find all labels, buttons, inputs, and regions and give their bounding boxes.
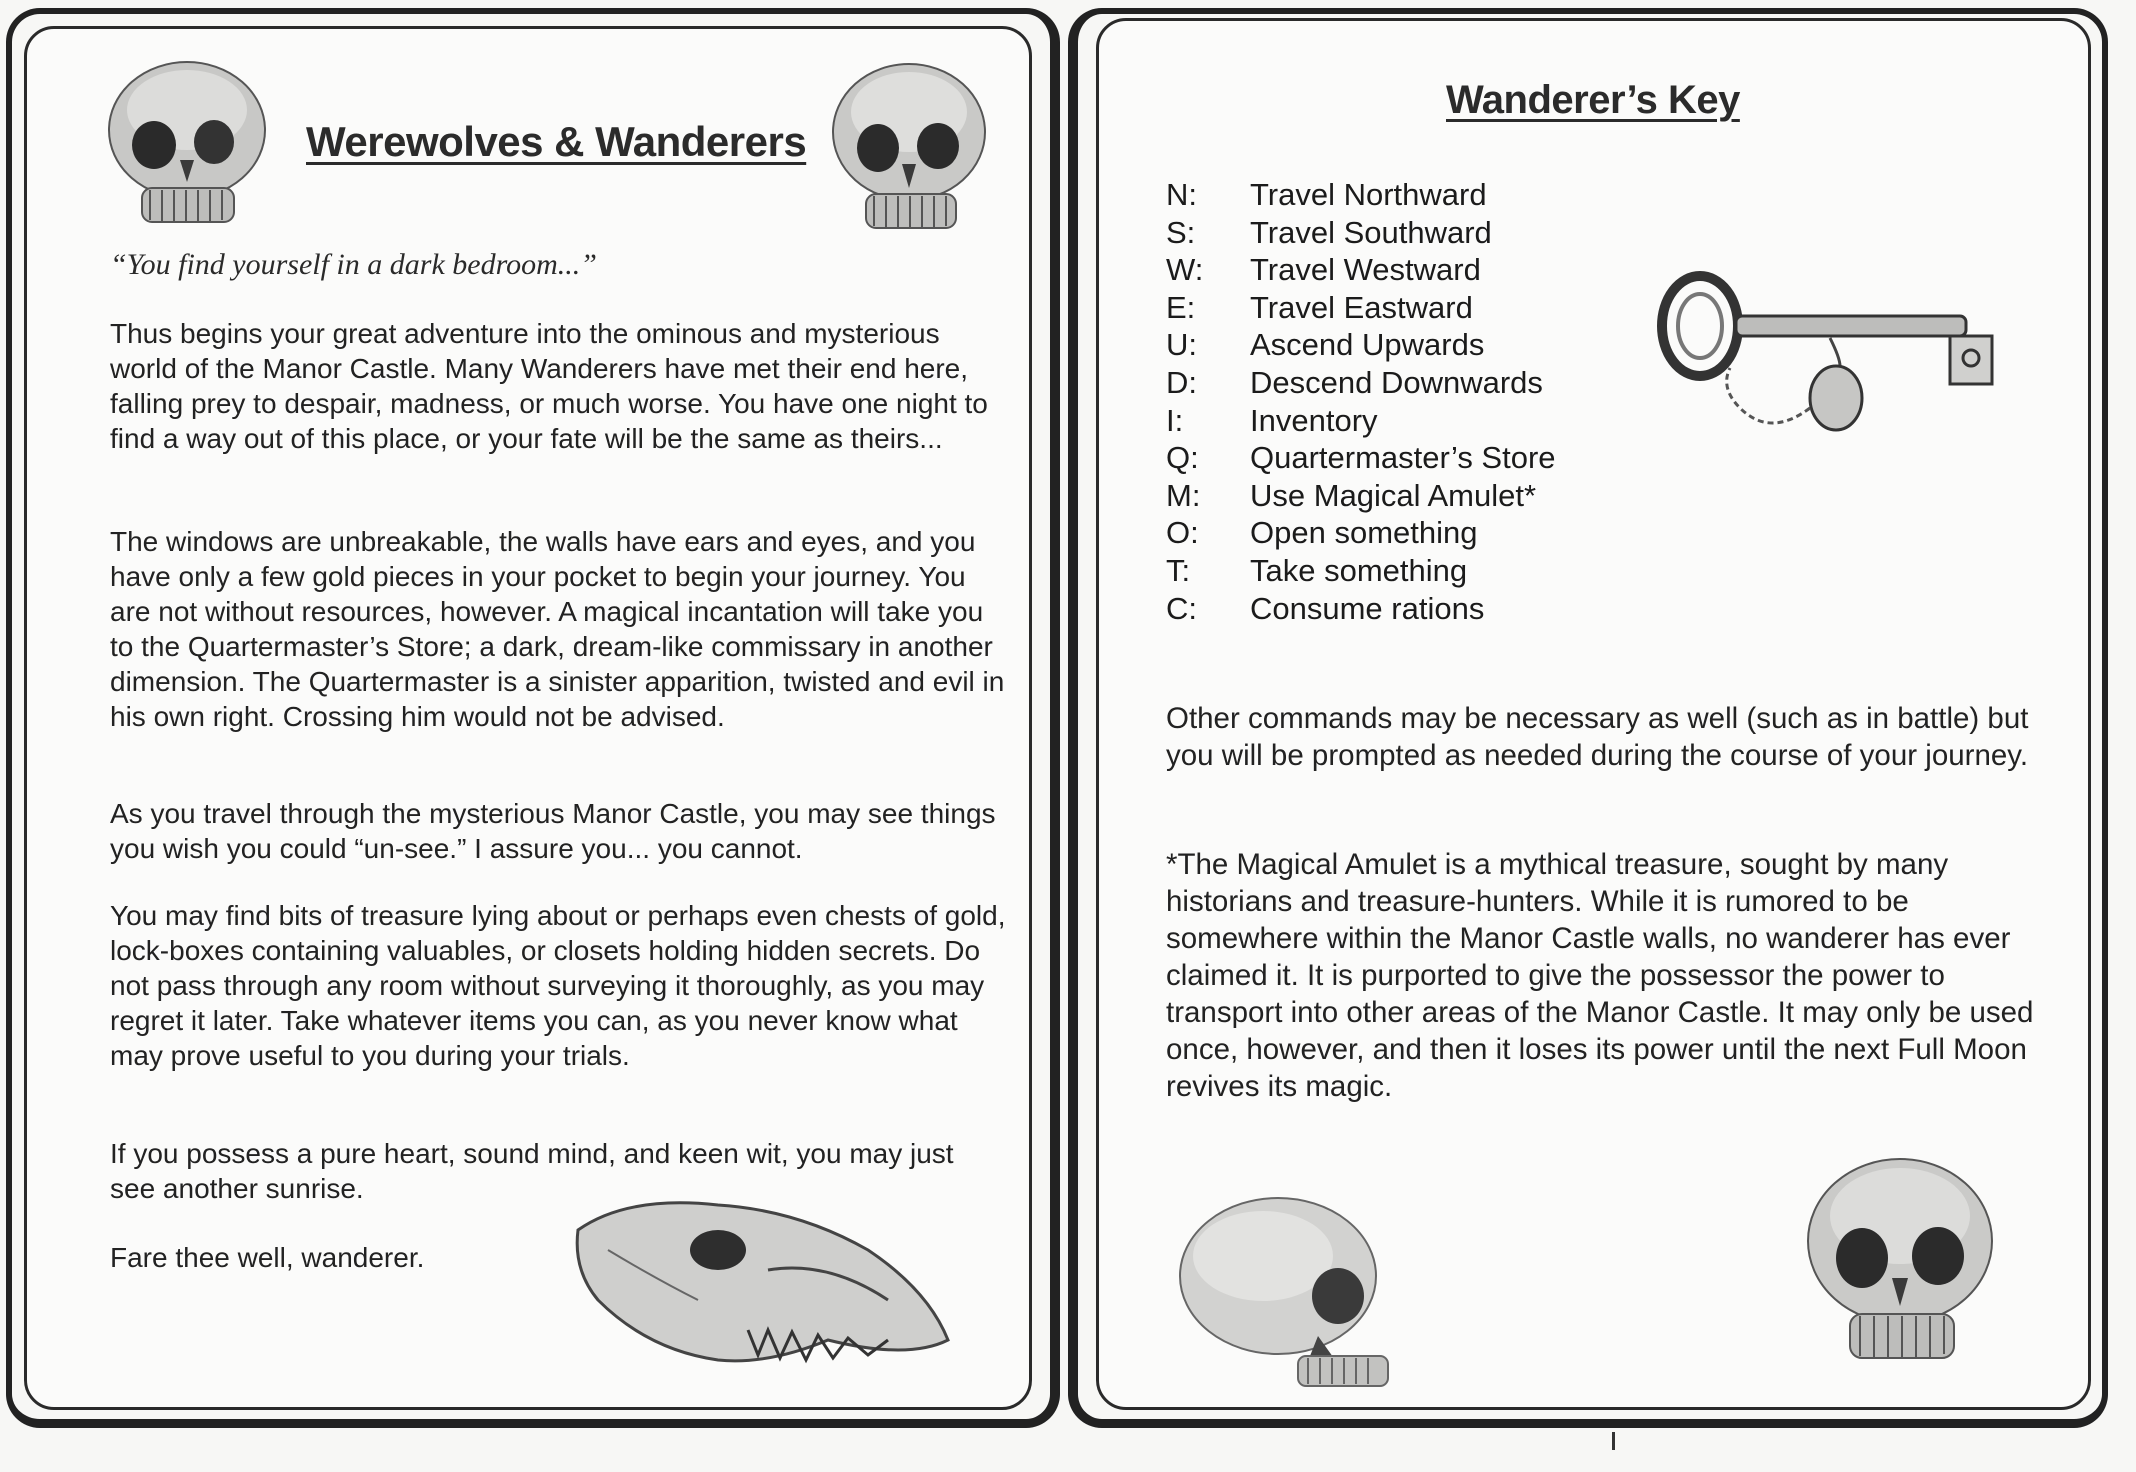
- command-item: [1166, 514, 1556, 552]
- skull-icon: [1168, 1186, 1408, 1396]
- amulet-footnote: *The Magical Amulet is a mythical treasure, sought by many historians and treasure-hunters. While it is rumored to be somewhere within the Manor Castle walls, no wanderer has ever claimed it. It is purported to give the possessor the power to transport into other areas of the Manor Castle. It may only be used once, however, and then it loses its power until the next Full Moon revives its magic.: [1166, 848, 2034, 1103]
- command-key: C:: [1166, 590, 1197, 626]
- command-label: Descend Downwards: [1250, 364, 1543, 400]
- tagline: “You find yourself in a dark bedroom...”: [110, 248, 597, 281]
- command-key: S:: [1166, 214, 1196, 250]
- paragraph-treasure: You may find bits of treasure lying about or perhaps even chests of gold, lock-boxes containing valuables, or closets holding hidden secrets. Do not pass through any room without surveying it thoroughly, as you may regret it later. Take whatever items you can, as you never know what may prove useful to you during your trials.: [110, 900, 1006, 1071]
- command-item: [1166, 326, 1556, 364]
- command-item: [1166, 289, 1556, 327]
- command-key: T:: [1166, 552, 1191, 588]
- command-item: [1166, 364, 1556, 402]
- intro-paragraph: Thus begins your great adventure into the ominous and mysterious world of the Manor Castle. Many Wanderers have met their end here, falling prey to despair, madness, or much worse. You have one night to find a way out of this place, or your fate will be the same as theirs...: [110, 318, 988, 454]
- command-key: Q:: [1166, 440, 1199, 476]
- command-item: [1166, 552, 1556, 590]
- wolf-skull-icon: [568, 1190, 958, 1390]
- command-label: Inventory: [1250, 402, 1378, 438]
- command-item: [1166, 590, 1556, 628]
- skeleton-key-icon: [1650, 258, 2020, 478]
- command-label: Ascend Upwards: [1250, 327, 1485, 363]
- command-key: O:: [1166, 515, 1199, 551]
- command-item: [1166, 251, 1556, 289]
- command-label: Travel Eastward: [1250, 289, 1473, 325]
- command-item: [1166, 176, 1556, 214]
- command-label: Consume rations: [1250, 590, 1485, 626]
- command-key: D:: [1166, 364, 1197, 400]
- skull-icon: [92, 50, 282, 240]
- command-key: W:: [1166, 252, 1204, 288]
- command-label: Open something: [1250, 515, 1478, 551]
- skull-icon: [1790, 1146, 2010, 1386]
- command-label: Travel Westward: [1250, 252, 1481, 288]
- command-key: M:: [1166, 477, 1201, 513]
- other-commands-note: Other commands may be necessary as well (such as in battle) but you will be prompted as needed during the course of your journey.: [1166, 702, 2029, 772]
- command-key: I:: [1166, 402, 1184, 438]
- page-title: Werewolves & Wanderers: [306, 118, 807, 165]
- command-list: [1166, 176, 1556, 627]
- command-label: Use Magical Amulet*: [1250, 477, 1537, 513]
- paragraph-travel: As you travel through the mysterious Manor Castle, you may see things you wish you could “un-see.” I assure you... you cannot.: [110, 798, 996, 864]
- skull-icon: [814, 54, 1004, 244]
- command-key: N:: [1166, 177, 1197, 212]
- command-label: Take something: [1250, 552, 1468, 588]
- paragraph-sunrise: If you possess a pure heart, sound mind, and keen wit, you may just see another sunrise.: [110, 1138, 954, 1204]
- command-label: Quartermaster’s Store: [1250, 440, 1556, 476]
- key-title: Wanderer’s Key: [1446, 78, 1740, 122]
- command-key: E:: [1166, 289, 1196, 325]
- center-fold-mark: [1612, 1432, 1615, 1450]
- farewell: Fare thee well, wanderer.: [110, 1242, 425, 1273]
- command-item: [1166, 439, 1556, 477]
- paragraph-windows: The windows are unbreakable, the walls have ears and eyes, and you have only a few gold pieces in your pocket to begin your journey. You are not without resources, however. A magical incantation will take you to the Quartermaster’s Store; a dark, dream-like commissary in another dimension. The Quartermaster is a sinister apparition, twisted and evil in his own right. Crossing him would not be advised.: [110, 526, 1005, 732]
- command-label: Travel Northward: [1250, 177, 1487, 212]
- command-item: [1166, 214, 1556, 252]
- command-label: Travel Southward: [1250, 214, 1492, 250]
- command-item: [1166, 402, 1556, 440]
- command-item: [1166, 477, 1556, 515]
- command-key: U:: [1166, 327, 1197, 363]
